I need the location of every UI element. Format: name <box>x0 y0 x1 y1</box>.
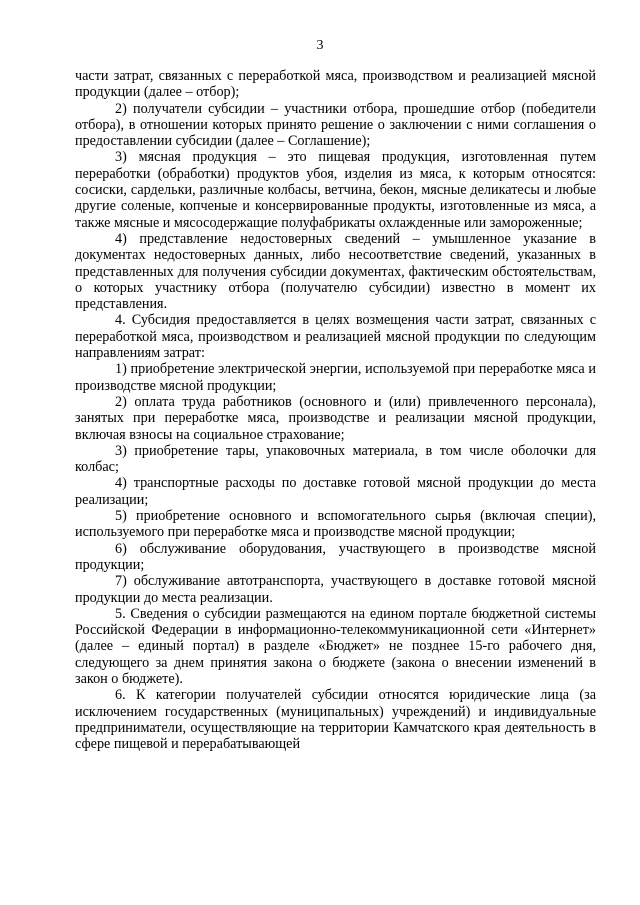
paragraph: 4) транспортные расходы по доставке готовой мясной продукции до места реализации; <box>75 475 596 508</box>
paragraph: 1) приобретение электрической энергии, используемой при переработке мяса и производстве мясной продукции; <box>75 361 596 394</box>
paragraph: 4. Субсидия предоставляется в целях возмещения части затрат, связанных с переработкой мяса, производством и реализацией мясной продукции по следующим направлениям затрат: <box>75 312 596 362</box>
paragraph: 2) оплата труда работников (основного и (или) привлеченного персонала), занятых при переработке мяса, производстве и реализации мясной продукции, включая взносы на социальное страхование; <box>75 393 596 443</box>
paragraph: 6. К категории получателей субсидии относятся юридические лица (за исключением государственных (муниципальных) учреждений) и индивидуальные предприниматели, осуществляющие на территории Камчатского края деятельность в сфере пищевой и перерабатывающей <box>75 687 596 753</box>
paragraph: 4) представление недостоверных сведений – умышленное указание в документах недостоверных данных, либо несоответствие сведений, указанных в представленных для получения субсидии документах, фактическим обстоятельствам, о которых участнику отбора (получателю субсидии) известно в момент их представления. <box>75 230 596 313</box>
paragraph: 6) обслуживание оборудования, участвующего в производстве мясной продукции; <box>75 540 596 573</box>
document-body <box>75 68 596 752</box>
paragraph: 2) получатели субсидии – участники отбора, прошедшие отбор (победители отбора), в отношении которых принято решение о заключении с ними соглашения о предоставлении субсидии (далее – Соглашение); <box>75 100 596 150</box>
paragraph: 7) обслуживание автотранспорта, участвующего в доставке готовой мясной продукции до места реализации. <box>75 573 596 606</box>
paragraph: 3) приобретение тары, упаковочных материала, в том числе оболочки для колбас; <box>75 442 596 476</box>
paragraph: 5. Сведения о субсидии размещаются на едином портале бюджетной системы Российской Федерации в информационно-телекоммуникационной сети «Интернет» (далее – единый портал) в разделе «Бюджет» не позднее 15-го рабочего дня, следующего за днем принятия закона о бюджете (закона о внесении изменений в закон о бюджете). <box>75 605 596 687</box>
page-number: 3 <box>316 38 324 53</box>
paragraph: 3) мясная продукция – это пищевая продукция, изготовленная путем переработки (обработки) продуктов убоя, изделия из мяса, к которым относятся: сосиски, сардельки, различные колбасы, ветчина, бекон, мясные деликатесы и любые другие соленые, копченые и консервированные продукты, изготовленные из мяса, а также мясные и мясосодержащие полуфабрикаты охлажденные или замороженные; <box>75 149 596 231</box>
paragraph: части затрат, связанных с переработкой мяса, производством и реализацией мясной продукции (далее – отбор); <box>75 68 596 101</box>
paragraph: 5) приобретение основного и вспомогательного сырья (включая специи), используемого при переработке мяса и производстве мясной продукции; <box>75 508 596 541</box>
